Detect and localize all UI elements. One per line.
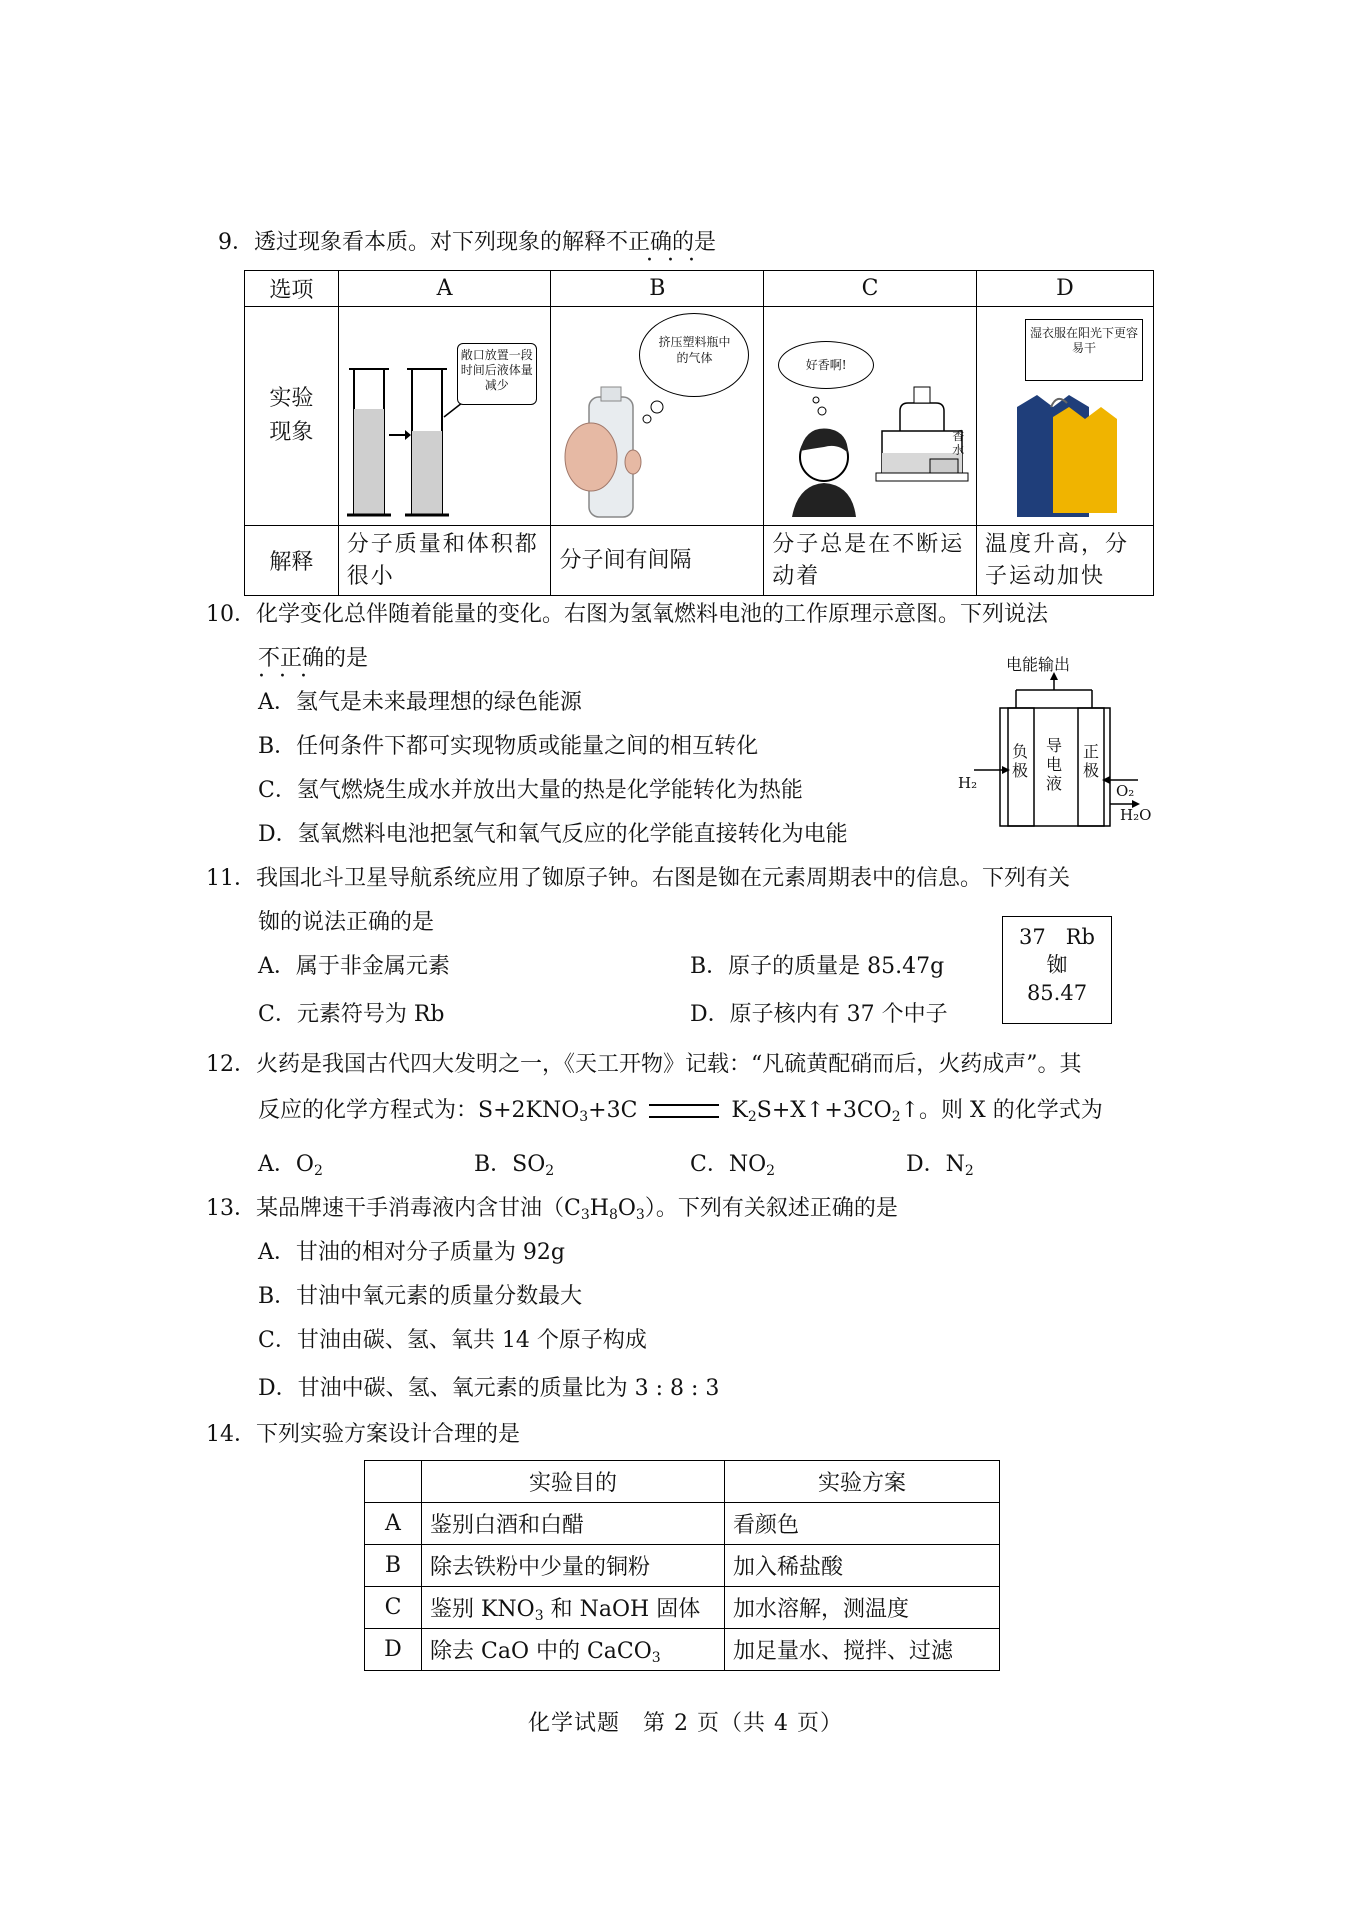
- element-symbol: Rb: [1065, 925, 1096, 949]
- q10-stem-line1: 10．化学变化总伴随着能量的变化。右图为氢氧燃料电池的工作原理示意图。下列说法: [206, 602, 1048, 627]
- q9-cell-b-image: [551, 307, 764, 526]
- q11-option-b: B．原子的质量是 85.47g: [690, 954, 945, 979]
- q9-header-b: B: [551, 271, 764, 307]
- q14-row-key: D: [365, 1629, 422, 1671]
- q14-row-goal: 除去 CaO 中的 CaCO$_3$: [422, 1629, 725, 1671]
- emphasis-dots: ···: [646, 248, 709, 273]
- q14-header-goal: 实验目的: [422, 1461, 725, 1503]
- electrolyte-label: 导电液: [1046, 736, 1063, 793]
- element-mass: 85.47: [1026, 981, 1088, 1005]
- bubble-b: 挤压塑料瓶中的气体: [639, 313, 749, 397]
- boy-perfume-icon: [764, 307, 974, 525]
- q9-explain-d: 温度升高，分子运动加快: [976, 526, 1153, 596]
- q9-explain-a: 分子质量和体积都很小: [338, 526, 551, 596]
- element-card-rubidium: [1002, 916, 1112, 1024]
- q11-stem-line2: 铷的说法正确的是: [258, 910, 435, 935]
- q14-table: [364, 1460, 1000, 1671]
- q9-header-c: C: [764, 271, 977, 307]
- positive-electrode-label: 正极: [1083, 742, 1100, 780]
- q9-header-option: 选项: [245, 271, 339, 307]
- element-number: 37: [1018, 925, 1046, 949]
- q10-option-c: C．氢气燃烧生成水并放出大量的热是化学能转化为热能: [258, 778, 803, 803]
- q10-stem-line2: 不正确的是: [258, 646, 369, 671]
- q10-option-d: D．氢氧燃料电池把氢气和氧气反应的化学能直接转化为电能: [258, 822, 848, 847]
- o2-label: O₂: [1116, 782, 1135, 800]
- q12-stem-line1: 12．火药是我国古代四大发明之一，《天工开物》记载：“凡硫黄配硝而后，火药成声”。其: [206, 1052, 1082, 1077]
- q9-cell-a-image: [338, 307, 551, 526]
- q13-option-b: B．甘油中氧元素的质量分数最大: [258, 1284, 583, 1309]
- q14-row-key: C: [365, 1587, 422, 1629]
- q12-option-a: A．$O_2$: [258, 1152, 323, 1179]
- perfume-label: 香水: [952, 429, 965, 457]
- q9-stem: 9．透过现象看本质。对下列现象的解释不正确的是: [218, 230, 716, 255]
- q10-option-b: B．任何条件下都可实现物质或能量之间的相互转化: [258, 734, 759, 759]
- negative-electrode-label: 负极: [1012, 742, 1029, 780]
- q14-row-goal: 除去铁粉中少量的铜粉: [422, 1545, 725, 1587]
- bubble-c: 好香啊!: [778, 341, 874, 389]
- q9-phenomenon-label: 实验现象: [245, 307, 339, 526]
- bubble-a: 敞口放置一段时间后液体量减少: [457, 343, 537, 405]
- q9-explain-c: 分子总是在不断运动着: [764, 526, 977, 596]
- q14-header-plan: 实验方案: [725, 1461, 1000, 1503]
- equals-bar: [649, 1104, 719, 1118]
- q9-header-d: D: [976, 271, 1153, 307]
- q14-header-key: [365, 1461, 422, 1503]
- q12-option-d: D．$N_2$: [906, 1152, 974, 1179]
- q9-cell-d-image: [976, 307, 1153, 526]
- q9-cell-c-image: [764, 307, 977, 526]
- emphasis-dots: ···: [258, 664, 321, 689]
- q13-option-c: C．甘油由碳、氢、氧共 14 个原子构成: [258, 1328, 647, 1353]
- graduated-cylinders-icon: [339, 307, 549, 525]
- q14-row-plan: 看颜色: [725, 1503, 1000, 1545]
- h2o-label: H₂O: [1120, 806, 1152, 824]
- q12-option-b: B．$SO_2$: [474, 1152, 555, 1179]
- q11-stem-line1: 11．我国北斗卫星导航系统应用了铷原子钟。右图是铷在元素周期表中的信息。下列有关: [206, 866, 1070, 891]
- q11-option-a: A．属于非金属元素: [258, 954, 450, 979]
- page-footer: 化学试题 第 2 页（共 4 页）: [528, 1711, 843, 1736]
- bubble-d: 湿衣服在阳光下更容易干: [1025, 319, 1143, 381]
- q14-row-key: A: [365, 1503, 422, 1545]
- q13-option-d: D．甘油中碳、氢、氧元素的质量比为 3 : 8 : 3: [258, 1376, 720, 1401]
- q14-row-goal: 鉴别白酒和白醋: [422, 1503, 725, 1545]
- q9-explain-label: 解释: [245, 526, 339, 596]
- element-name: 铷: [1046, 953, 1068, 977]
- q13-option-a: A．甘油的相对分子质量为 92g: [258, 1240, 565, 1265]
- q11-option-d: D．原子核内有 37 个中子: [690, 1002, 948, 1027]
- q14-row-goal: 鉴别 $KNO_3$ 和 NaOH 固体: [422, 1587, 725, 1629]
- q14-row-plan: 加足量水、搅拌、过滤: [725, 1629, 1000, 1671]
- q9-header-a: A: [338, 271, 551, 307]
- q11-option-c: C．元素符号为 Rb: [258, 1002, 445, 1027]
- q12-equation: 反应的化学方程式为：$S+2KNO_3+3C$ $K_2S+X↑+3CO_2↑$。则 X 的化学式为: [258, 1098, 1103, 1125]
- q14-row-plan: 加入稀盐酸: [725, 1545, 1000, 1587]
- q12-option-c: C．$NO_2$: [690, 1152, 776, 1179]
- q9-table: [244, 270, 1154, 596]
- h2-label: H₂: [958, 774, 978, 792]
- q9-explain-b: 分子间有间隔: [551, 526, 764, 596]
- power-output-label: 电能输出: [1006, 655, 1071, 674]
- q14-row-plan: 加水溶解，测温度: [725, 1587, 1000, 1629]
- q14-stem: 14．下列实验方案设计合理的是: [206, 1422, 520, 1447]
- q14-row-key: B: [365, 1545, 422, 1587]
- fuel-cell-diagram: [956, 656, 1156, 836]
- q13-stem: 13．某品牌速干手消毒液内含甘油$(C_3H_8O_3)$。下列有关叙述正确的是: [206, 1196, 898, 1223]
- q10-option-a: A．氢气是未来最理想的绿色能源: [258, 690, 582, 715]
